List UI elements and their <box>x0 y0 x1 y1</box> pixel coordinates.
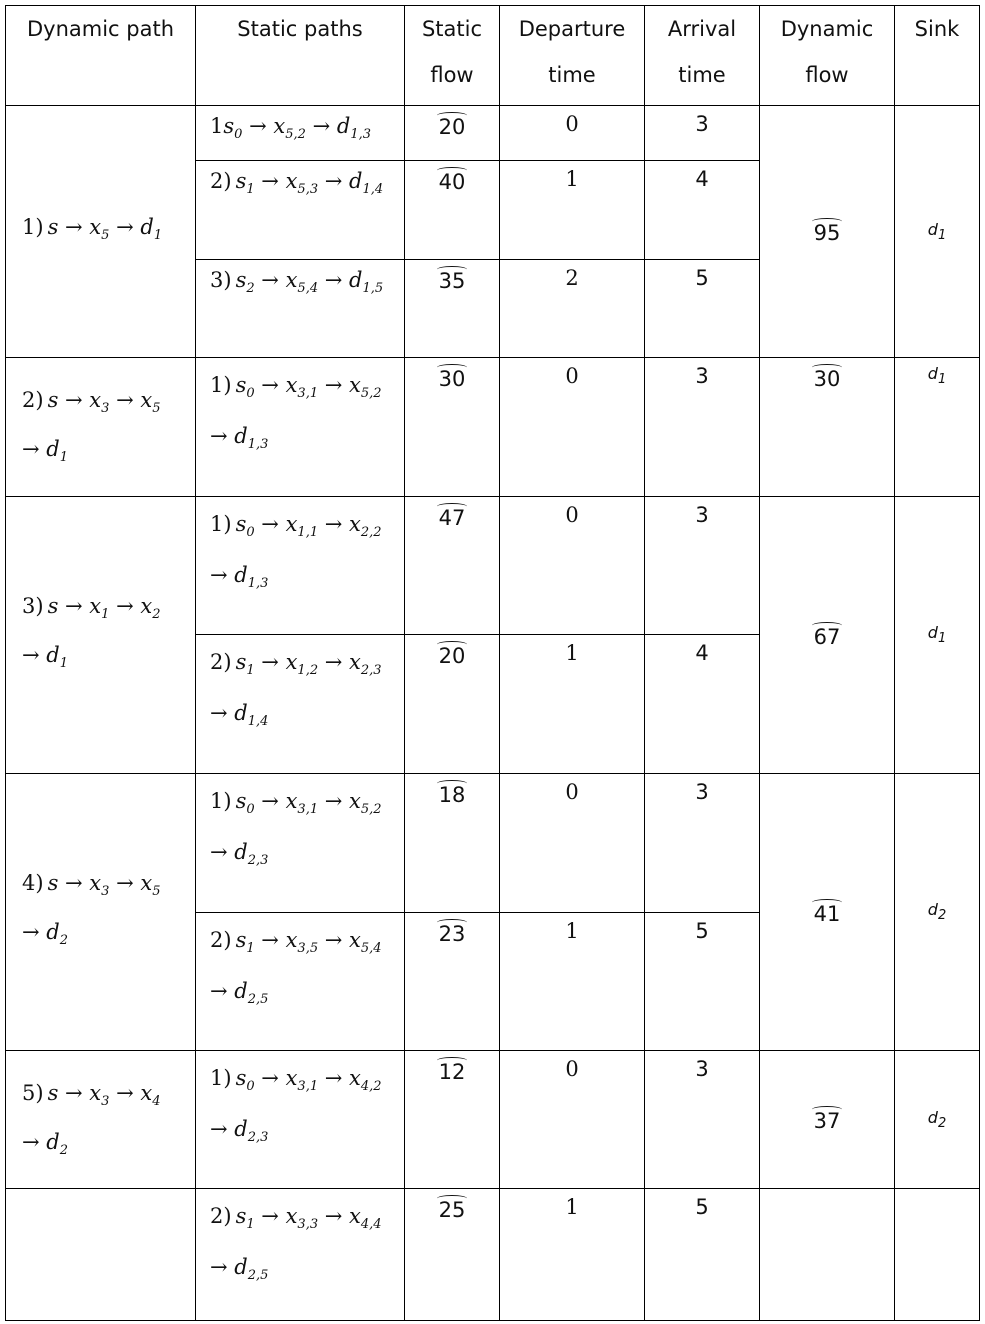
departure-cell: 1 <box>500 1189 645 1321</box>
static-path-cell: 2) $s_1 \to x_{3,5} \to x_{5,4}$ → $d_{2,5}$ <box>196 913 405 1051</box>
arrival-cell: 5 <box>645 1189 760 1321</box>
arrival-cell: 5 <box>645 260 760 358</box>
dynamic-path-cell: 5) $s \to x_3 \to x_4$ → $d_2$ <box>6 1051 196 1189</box>
static-flow-cell: 35 <box>405 260 500 358</box>
static-flow-cell: 23 <box>405 913 500 1051</box>
table-row <box>6 358 980 497</box>
departure-cell: 1 <box>500 913 645 1051</box>
header-static-paths: Static paths <box>196 6 405 106</box>
static-flow-cell: 12 <box>405 1051 500 1189</box>
dynamic-flow-cell: 95 <box>760 106 895 358</box>
arrival-cell: 3 <box>645 358 760 497</box>
header-dynamic-flow: Dynamic flow <box>760 6 895 106</box>
table-row <box>6 774 980 913</box>
static-path-cell: 1) $s_0 \to x_{1,1} \to x_{2,2}$ → $d_{1,3}$ <box>196 497 405 635</box>
table-row <box>6 1189 980 1321</box>
departure-cell: 0 <box>500 1051 645 1189</box>
arrival-cell: 3 <box>645 1051 760 1189</box>
static-path-cell: 3) $s_2 \to x_{5,4} \to d_{1,5}$ <box>196 260 405 358</box>
static-path-cell: 1) $s_0 \to x_{3,1} \to x_{5,2}$ → $d_{1,3}$ <box>196 358 405 497</box>
dynamic-flow-cell: 67 <box>760 497 895 774</box>
header-arrival-time: Arrival time <box>645 6 760 106</box>
table-row <box>6 1051 980 1189</box>
dynamic-path-cell: 3) $s \to x_1 \to x_2$ → $d_1$ <box>6 497 196 774</box>
static-flow-cell: 25 <box>405 1189 500 1321</box>
static-flow-cell: 30 <box>405 358 500 497</box>
departure-cell: 1 <box>500 635 645 774</box>
header-dynamic-path: Dynamic path <box>6 6 196 106</box>
sink-cell: $d_2$ <box>895 774 980 1051</box>
static-path-cell: 1) $s_0 \to x_{3,1} \to x_{5,2}$ → $d_{2,3}$ <box>196 774 405 913</box>
dynamic-flow-cell: 30 <box>760 358 895 497</box>
sink-cell: $d_1$ <box>895 497 980 774</box>
arrival-cell: 5 <box>645 913 760 1051</box>
static-path-cell: 2) $s_1 \to x_{1,2} \to x_{2,3}$ → $d_{1,4}$ <box>196 635 405 774</box>
header-sink: Sink <box>895 6 980 106</box>
static-path-cell: 2) $s_1 \to x_{3,3} \to x_{4,4}$ → $d_{2,5}$ <box>196 1189 405 1321</box>
dynamic-path-cell: 2) $s \to x_3 \to x_5$ → $d_1$ <box>6 358 196 497</box>
table-row <box>6 497 980 635</box>
sink-cell: $d_1$ <box>895 358 980 497</box>
header-row <box>6 6 980 106</box>
empty-cell <box>6 1189 196 1321</box>
dynamic-flow-cell: 41 <box>760 774 895 1051</box>
empty-cell <box>895 1189 980 1321</box>
sink-cell: $d_2$ <box>895 1051 980 1189</box>
arrival-cell: 3 <box>645 106 760 161</box>
departure-cell: 0 <box>500 106 645 161</box>
header-departure-time: Departure time <box>500 6 645 106</box>
static-flow-cell: 20 <box>405 635 500 774</box>
dynamic-path-cell: 1) $s \to x_5 \to d_1$ <box>6 106 196 358</box>
departure-cell: 0 <box>500 774 645 913</box>
arrival-cell: 3 <box>645 774 760 913</box>
departure-cell: 0 <box>500 497 645 635</box>
static-flow-cell: 20 <box>405 106 500 161</box>
dynamic-flow-cell: 37 <box>760 1051 895 1189</box>
static-flow-cell: 40 <box>405 161 500 260</box>
departure-cell: 1 <box>500 161 645 260</box>
paths-table <box>5 5 980 1321</box>
dynamic-path-cell: 4) $s \to x_3 \to x_5$ → $d_2$ <box>6 774 196 1051</box>
arrival-cell: 3 <box>645 497 760 635</box>
static-flow-cell: 47 <box>405 497 500 635</box>
departure-cell: 0 <box>500 358 645 497</box>
sink-cell: $d_1$ <box>895 106 980 358</box>
empty-cell <box>760 1189 895 1321</box>
static-flow-cell: 18 <box>405 774 500 913</box>
header-static-flow: Static flow <box>405 6 500 106</box>
table-row <box>6 106 980 161</box>
static-path-cell: 1) $s_0 \to x_{3,1} \to x_{4,2}$ → $d_{2,3}$ <box>196 1051 405 1189</box>
static-path-cell: $1s_0 \to x_{5,2} \to d_{1,3}$ <box>196 106 405 161</box>
departure-cell: 2 <box>500 260 645 358</box>
arrival-cell: 4 <box>645 635 760 774</box>
static-path-cell: 2) $s_1 \to x_{5,3} \to d_{1,4}$ <box>196 161 405 260</box>
arrival-cell: 4 <box>645 161 760 260</box>
